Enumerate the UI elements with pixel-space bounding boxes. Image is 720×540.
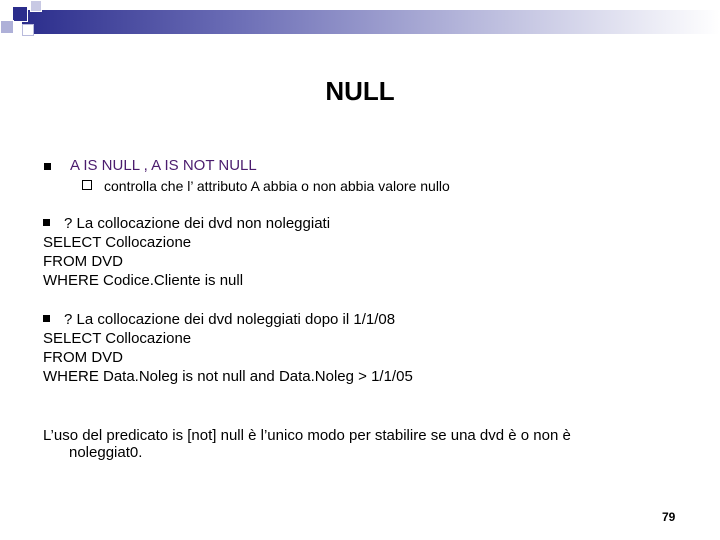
query-block bbox=[43, 214, 330, 290]
sql-line: WHERE Data.Noleg is not null and Data.Noleg > 1/1/05 bbox=[43, 368, 413, 385]
sql-line: FROM DVD bbox=[43, 253, 123, 270]
decorative-square bbox=[12, 6, 28, 22]
sub-bullet-item bbox=[82, 178, 450, 194]
query-heading-text: ? La collocazione dei dvd non noleggiati bbox=[64, 215, 331, 232]
note-paragraph bbox=[43, 427, 571, 461]
note-line: L’uso del predicato is [not] null è l’unico modo per stabilire se una dvd è o non è bbox=[43, 427, 571, 444]
page-number: 79 bbox=[662, 510, 676, 524]
sql-line: FROM DVD bbox=[43, 349, 123, 366]
note-line: noleggiat0. bbox=[69, 444, 143, 461]
query-heading-text: ? La collocazione dei dvd noleggiati dopo il 1/1/08 bbox=[64, 311, 396, 328]
query-heading bbox=[43, 310, 413, 329]
decorative-square bbox=[30, 0, 42, 12]
decorative-square bbox=[22, 24, 34, 36]
sql-line: SELECT Collocazione bbox=[43, 234, 192, 251]
square-bullet-icon bbox=[43, 219, 50, 226]
decorative-square bbox=[0, 20, 14, 34]
bullet-text: A IS NULL , A IS NOT NULL bbox=[70, 157, 257, 174]
square-bullet-icon bbox=[43, 315, 50, 322]
header-gradient-bar bbox=[22, 10, 720, 34]
sql-line: WHERE Codice.Cliente is null bbox=[43, 272, 244, 289]
hollow-square-bullet-icon bbox=[82, 180, 92, 190]
sql-line: SELECT Collocazione bbox=[43, 330, 192, 347]
query-heading bbox=[43, 214, 330, 233]
square-bullet-icon bbox=[44, 163, 51, 170]
sub-bullet-text: controlla che l’ attributo A abbia o non abbia valore nullo bbox=[104, 178, 450, 194]
slide-title: NULL bbox=[325, 76, 395, 106]
query-block bbox=[43, 310, 413, 386]
